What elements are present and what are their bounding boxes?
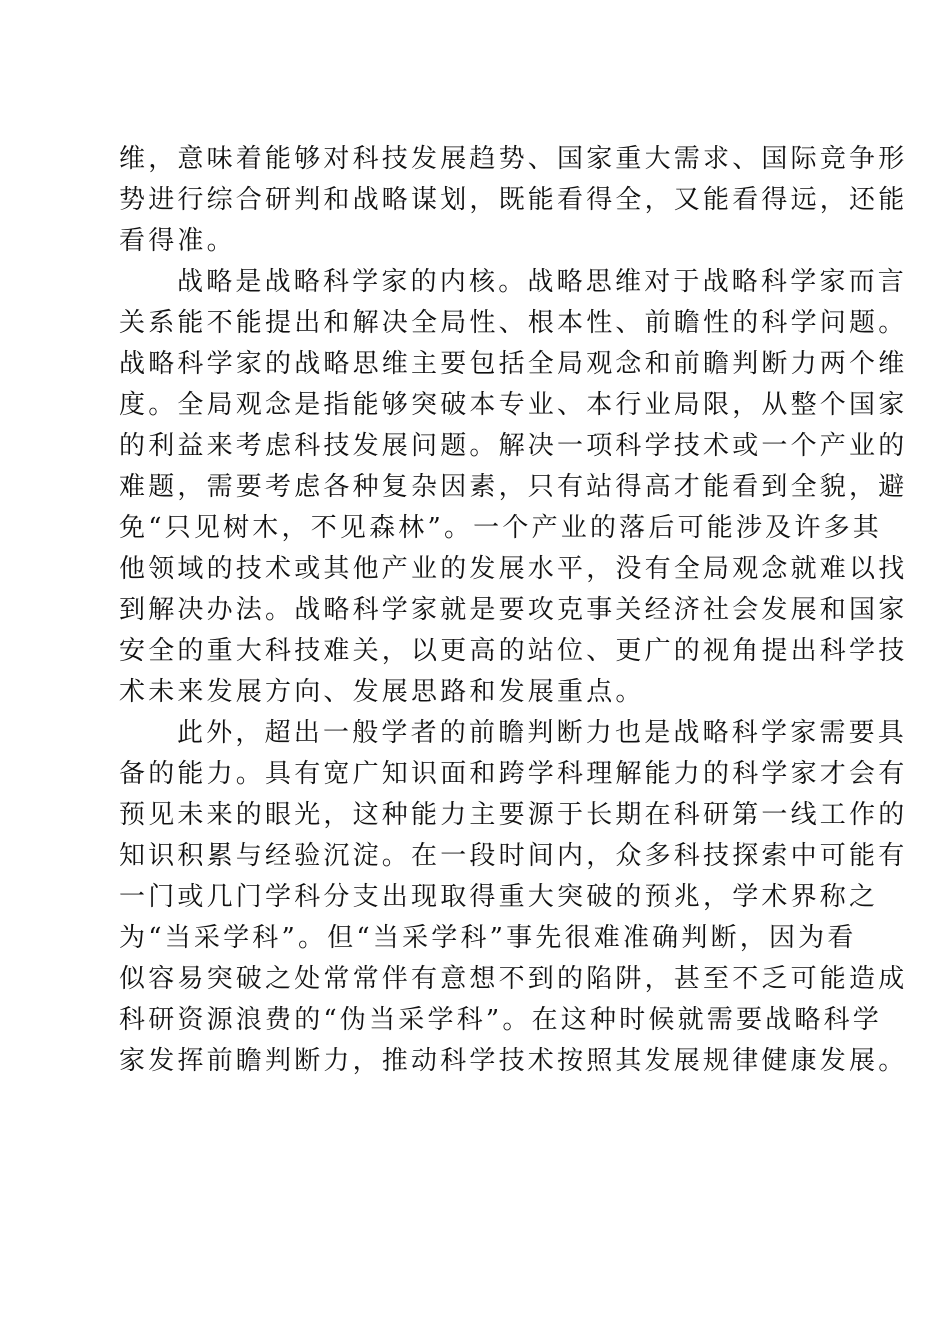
text-line: 免“只见树木，不见森林”。一个产业的落后可能涉及许多其 bbox=[119, 513, 882, 543]
text-line: 一门或几门学科分支出现取得重大突破的预兆，学术界称之 bbox=[119, 882, 879, 912]
text-line: 术未来发展方向、发展思路和发展重点。 bbox=[119, 677, 645, 707]
text-line-first: 战略是战略科学家的内核。战略思维对于战略科学家而言 bbox=[177, 267, 908, 297]
text-line: 战略科学家的战略思维主要包括全局观念和前瞻判断力两个维 bbox=[119, 349, 908, 379]
text-line: 关系能不能提出和解决全局性、根本性、前瞻性的科学问题。 bbox=[119, 308, 908, 338]
text-line: 备的能力。具有宽广知识面和跨学科理解能力的科学家才会有 bbox=[119, 759, 908, 789]
text-line: 为“当采学科”。但“当采学科”事先很难准确判断，因为看 bbox=[119, 923, 857, 953]
text-line-first: 此外，超出一般学者的前瞻判断力也是战略科学家需要具 bbox=[177, 718, 908, 748]
text-line: 到解决办法。战略科学家就是要攻克事关经济社会发展和国家 bbox=[119, 595, 908, 625]
text-line: 的利益来考虑科技发展问题。解决一项科学技术或一个产业的 bbox=[119, 431, 908, 461]
text-line: 似容易突破之处常常伴有意想不到的陷阱，甚至不乏可能造成 bbox=[119, 964, 908, 994]
text-line: 度。全局观念是指能够突破本专业、本行业局限，从整个国家 bbox=[119, 390, 908, 420]
text-line: 家发挥前瞻判断力，推动科学技术按照其发展规律健康发展。 bbox=[119, 1046, 908, 1076]
text-line: 难题，需要考虑各种复杂因素，只有站得高才能看到全貌，避 bbox=[119, 472, 908, 502]
body-text bbox=[119, 139, 908, 1082]
text-line: 知识积累与经验沉淀。在一段时间内，众多科技探索中可能有 bbox=[119, 841, 908, 871]
text-line: 看得准。 bbox=[119, 226, 236, 256]
paragraph-strategy-core bbox=[119, 262, 908, 713]
text-line: 维，意味着能够对科技发展趋势、国家重大需求、国际竞争形 bbox=[119, 144, 908, 174]
text-line: 势进行综合研判和战略谋划，既能看得全，又能看得远，还能 bbox=[119, 185, 908, 215]
text-line: 他领域的技术或其他产业的发展水平，没有全局观念就难以找 bbox=[119, 554, 908, 584]
paragraph-continued bbox=[119, 139, 908, 262]
paragraph-foresight bbox=[119, 713, 908, 1082]
text-line: 预见未来的眼光，这种能力主要源于长期在科研第一线工作的 bbox=[119, 800, 908, 830]
text-line: 科研资源浪费的“伪当采学科”。在这种时候就需要战略科学 bbox=[119, 1005, 882, 1035]
text-line: 安全的重大科技难关，以更高的站位、更广的视角提出科学技 bbox=[119, 636, 908, 666]
